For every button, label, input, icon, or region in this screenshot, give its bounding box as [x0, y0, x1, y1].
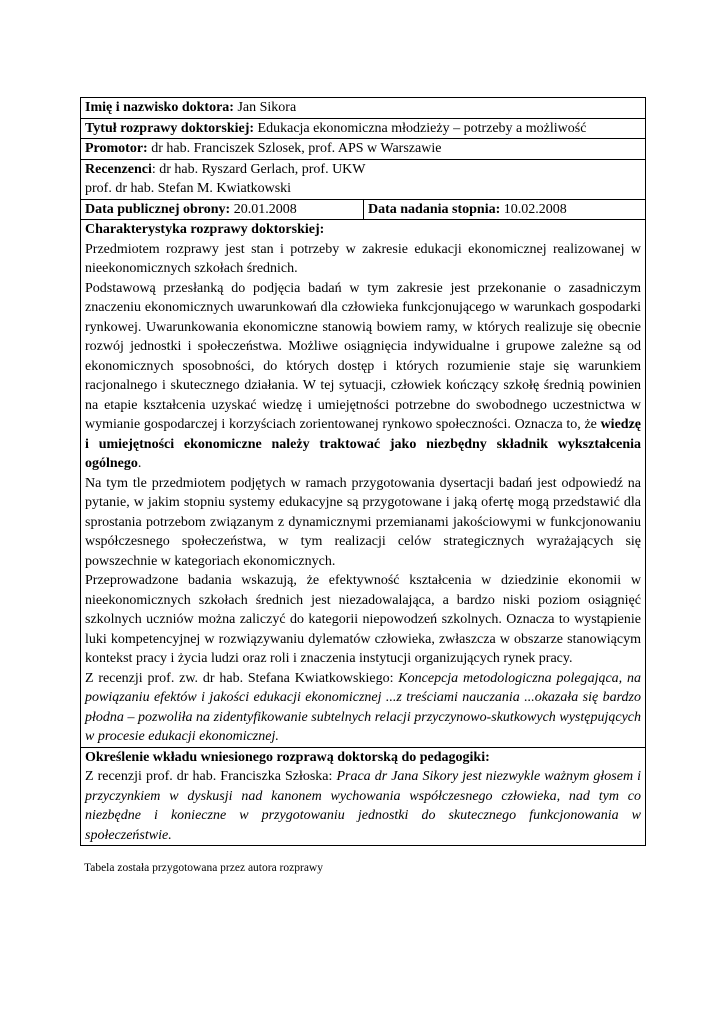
contribution-quote: Praca dr Jana Sikory jest niezwykle ważnym głosem i przyczynkiem w dyskusji nad kanonem wychowania współczesnego człowieka, nad tym co niezbędne i konieczne w przygotowaniu jednostki do skutecznego funkcjonowania w społeczeństwie. — [85, 769, 641, 843]
reviewers-label: Recenzenci — [85, 161, 152, 177]
defense-date-value: 20.01.2008 — [230, 201, 297, 217]
reviewers-row — [81, 160, 645, 200]
characteristics-paragraph-5 — [85, 669, 641, 747]
table-footnote: Tabela została przygotowana przez autora rozprawy — [84, 862, 323, 874]
degree-date-value: 10.02.2008 — [500, 201, 567, 217]
characteristics-heading: Charakterystyka rozprawy doktorskiej: — [85, 222, 325, 237]
contribution-intro: Z recenzji prof. dr hab. Franciszka Szłoska: — [85, 769, 337, 784]
characteristics-paragraph-4: Przeprowadzone badania wskazują, że efektywność kształcenia w dziedzinie ekonomii w nieekonomicznych szkołach średnich jest niezadowalająca, a bardzo niski poziom osiągnięć szkolnych uczniów można zaliczyć do kategorii niepowodzeń szkolnych. Oznacza to wystąpienie luki kompetencyjnej w rozwiązywaniu dylematów człowieka, zwłaszcza w obszarze stanowiącym kontekst pracy i życia ludzi oraz roli i znaczenia instytucji organizujących rynek pracy. — [85, 573, 641, 666]
contribution-section — [81, 748, 645, 846]
characteristics-section — [81, 220, 645, 748]
promoter-label: Promotor: — [85, 141, 148, 156]
doctor-name-value: Jan Sikora — [233, 100, 297, 115]
degree-date-label: Data nadania stopnia: — [368, 201, 501, 217]
dissertation-title-row — [81, 119, 645, 140]
characteristics-paragraph-2 — [85, 279, 641, 474]
dissertation-title-value: Edukacja ekonomiczna młodzieży – potrzeby a możliwość — [254, 120, 587, 136]
defense-date-cell — [81, 200, 364, 220]
paragraph-2-bold-text: wiedzę i umiejętności ekonomiczne należy traktować jako niezbędny składnik wykształcenia ogólnego — [85, 417, 641, 471]
defense-date-label: Data publicznej obrony: — [85, 201, 231, 217]
dissertation-info-table — [80, 97, 646, 846]
review-quote: Koncepcja metodologiczna polegająca, na powiązaniu efektów i jakości edukacji ekonomicznej ...z treściami nauczania ...okazała się bardzo płodna – pozwoliła na zidentyfikowanie subtelnych relacji przyczynowo-skutkowych występujących w procesie edukacji ekonomicznej. — [85, 670, 641, 744]
characteristics-paragraph-1: Przedmiotem rozprawy jest stan i potrzeby w zakresie edukacji ekonomicznej realizowanej w nieekonomicznych szkołach średnich. — [85, 241, 641, 276]
reviewer-1: : dr hab. Ryszard Gerlach, prof. UKW — [151, 161, 366, 177]
doctor-name-row — [81, 98, 645, 119]
review-intro: Z recenzji prof. zw. dr hab. Stefana Kwiatkowskiego: — [85, 670, 399, 686]
characteristics-paragraph-3: Na tym tle przedmiotem podjętych w ramach przygotowania dysertacji badań jest odpowiedź na pytanie, w jakim stopniu systemy edukacyjne są przygotowane i jaką ofertę mogą przedstawić dla sprostania potrzebom związanym z dynamicznymi przemianami jakościowymi w funkcjonowaniu współczesnego społeczeństwa, w tym realizacji celów strategicznych wyrażających się powszechnie w kategoriach ekonomicznych. — [85, 475, 641, 569]
paragraph-2-end: . — [137, 456, 142, 471]
contribution-heading: Określenie wkładu wniesionego rozprawą doktorską do pedagogiki: — [85, 749, 490, 765]
contribution-paragraph — [85, 767, 641, 845]
promoter-value: dr hab. Franciszek Szlosek, prof. APS w Warszawie — [147, 141, 442, 156]
doctor-name-label: Imię i nazwisko doktora: — [85, 100, 234, 115]
paragraph-2-text: Podstawową przesłanką do podjęcia badań w tym zakresie jest przekonanie o zasadniczym znaczeniu ekonomicznych uwarunkowań dla człowieka funkcjonującego w warunkach gospodarki rynkowej. Uwarunkowania ekonomiczne stanowią bowiem ramy, w których realizuje się obecnie rozwój jednostki i społeczeństwa. Możliwe osiągnięcia indywidualne i grupowe zależne są od ekonomicznych sposobności, do których dostęp i których rozumienie staje się warunkiem racjonalnego i skutecznego działania. W tej sytuacji, człowiek kończący szkołę średnią powinien na etapie kształcenia uzyskać wiedzę i umiejętności potrzebne do swobodnego uczestnictwa w wymianie gospodarczej i korzyściach zorientowanej rynkowo społeczności. Oznacza to, że — [85, 280, 641, 432]
reviewer-2: prof. dr hab. Stefan M. Kwiatkowski — [85, 181, 292, 196]
dates-row — [81, 200, 645, 221]
promoter-row — [81, 139, 645, 160]
degree-date-cell — [364, 200, 645, 220]
dissertation-title-label: Tytuł rozprawy doktorskiej: — [85, 120, 255, 136]
